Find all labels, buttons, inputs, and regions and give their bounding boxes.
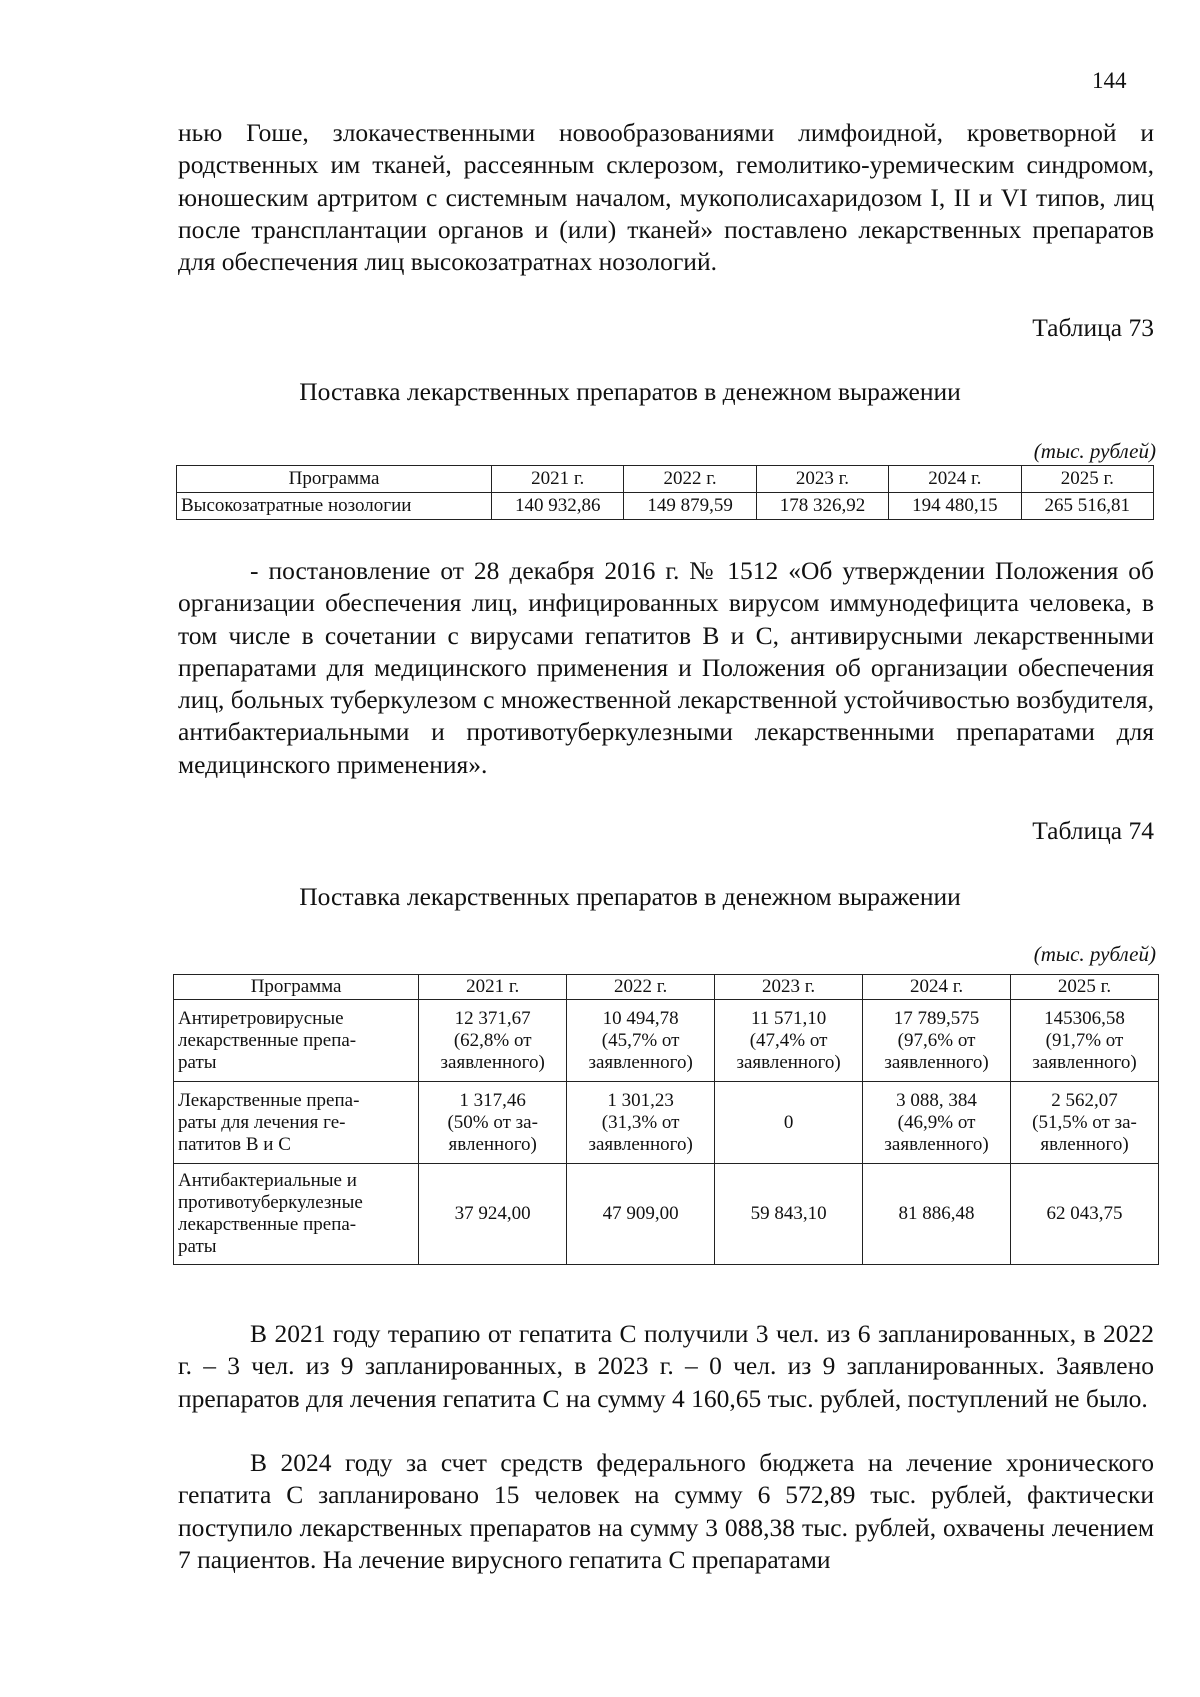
header-cell: Программа <box>177 466 492 493</box>
header-cell: 2021 г. <box>419 975 567 1000</box>
program-cell: Высокозатратные нозологии <box>177 493 492 520</box>
program-cell: Лекарственные препа- раты для лечения ге- патитов В и С <box>174 1082 419 1164</box>
header-cell: 2024 г. <box>863 975 1011 1000</box>
value-cell: 149 879,59 <box>624 493 756 520</box>
header-cell: 2024 г. <box>889 466 1021 493</box>
header-cell: 2022 г. <box>624 466 756 493</box>
paragraph-intro: нью Гоше, злокачественными новообразованиями лимфоидной, кроветворной и родственных им тканей, рассеянным склерозом, гемолитико-уремическим синдромом, юношеским артритом с системным началом, мукополисахаридозом I, II и VI типов, лиц после трансплантации органов и (или) тканей» поставлено лекарственных препаратов для обеспечения лиц высокозатратнах нозологий. <box>178 118 1154 277</box>
table-73 <box>176 465 1154 520</box>
table-row <box>177 493 1154 520</box>
value-cell: 145306,58 (91,7% от заявленного) <box>1011 1000 1159 1082</box>
value-cell: 265 516,81 <box>1021 493 1153 520</box>
value-cell: 3 088, 384 (46,9% от заявленного) <box>863 1082 1011 1164</box>
header-cell: 2022 г. <box>567 975 715 1000</box>
value-cell: 2 562,07 (51,5% от за- явленного) <box>1011 1082 1159 1164</box>
table-74-units: (тыс. рублей) <box>1033 942 1156 966</box>
table-row <box>174 1082 1159 1164</box>
program-cell: Антибактериальные и противотуберкулезные лекарственные препа- раты <box>174 1164 419 1265</box>
value-cell: 10 494,78 (45,7% от заявленного) <box>567 1000 715 1082</box>
table-74 <box>173 974 1159 1265</box>
header-cell: Программа <box>174 975 419 1000</box>
value-cell: 37 924,00 <box>419 1164 567 1265</box>
value-cell: 17 789,575 (97,6% от заявленного) <box>863 1000 1011 1082</box>
value-cell: 178 326,92 <box>756 493 888 520</box>
table-header-row <box>174 975 1159 1000</box>
header-cell: 2025 г. <box>1011 975 1159 1000</box>
table-74-title: Поставка лекарственных препаратов в денежном выражении <box>299 882 961 911</box>
value-cell: 81 886,48 <box>863 1164 1011 1265</box>
table-74-label: Таблица 74 <box>1032 816 1154 845</box>
value-cell: 59 843,10 <box>715 1164 863 1265</box>
page-number: 144 <box>1092 68 1127 93</box>
table-73-title: Поставка лекарственных препаратов в денежном выражении <box>299 377 961 406</box>
table-73-label: Таблица 73 <box>1032 313 1154 342</box>
table-73-units: (тыс. рублей) <box>1033 439 1156 463</box>
header-cell: 2021 г. <box>492 466 624 493</box>
value-cell: 0 <box>715 1082 863 1164</box>
paragraph-2024-hepatitis: В 2024 году за счет средств федерального бюджета на лечение хронического гепатита С запланировано 15 человек на сумму 6 572,89 тыс. рублей, фактически поступило лекарственных препаратов на сумму 3 088,38 тыс. рублей, охвачены лечением 7 пациентов. На лечение вирусного гепатита С препаратами <box>178 1448 1154 1574</box>
paragraph-2021-hepatitis: В 2021 году терапию от гепатита С получили 3 чел. из 6 запланированных, в 2022 г. – 3 чел. из 9 запланированных, в 2023 г. – 0 чел. из 9 запланированных. Заявлено препаратов для лечения гепатита С на сумму 4 160,65 тыс. рублей, поступлений не было. <box>178 1319 1154 1413</box>
header-cell: 2023 г. <box>756 466 888 493</box>
value-cell: 12 371,67 (62,8% от заявленного) <box>419 1000 567 1082</box>
program-cell: Антиретровирусные лекарственные препа- раты <box>174 1000 419 1082</box>
table-row <box>174 1000 1159 1082</box>
header-cell: 2023 г. <box>715 975 863 1000</box>
value-cell: 1 301,23 (31,3% от заявленного) <box>567 1082 715 1164</box>
table-header-row <box>177 466 1154 493</box>
value-cell: 140 932,86 <box>492 493 624 520</box>
table-row <box>174 1164 1159 1265</box>
value-cell: 47 909,00 <box>567 1164 715 1265</box>
value-cell: 11 571,10 (47,4% от заявленного) <box>715 1000 863 1082</box>
value-cell: 1 317,46 (50% от за- явленного) <box>419 1082 567 1164</box>
value-cell: 194 480,15 <box>889 493 1021 520</box>
header-cell: 2025 г. <box>1021 466 1153 493</box>
value-cell: 62 043,75 <box>1011 1164 1159 1265</box>
paragraph-resolution: - постановление от 28 декабря 2016 г. № 1512 «Об утверждении Положения об организации обеспечения лиц, инфицированных вирусом иммунодефицита человека, в том числе в сочетании с вирусами гепатитов В и С, антивирусными лекарственными препаратами для медицинского применения и Положения об организации обеспечения лиц, больных туберкулезом с множественной лекарственной устойчивостью возбудителя, антибактериальными и противотуберкулезными лекарственными препаратами для медицинского применения». <box>178 556 1154 779</box>
